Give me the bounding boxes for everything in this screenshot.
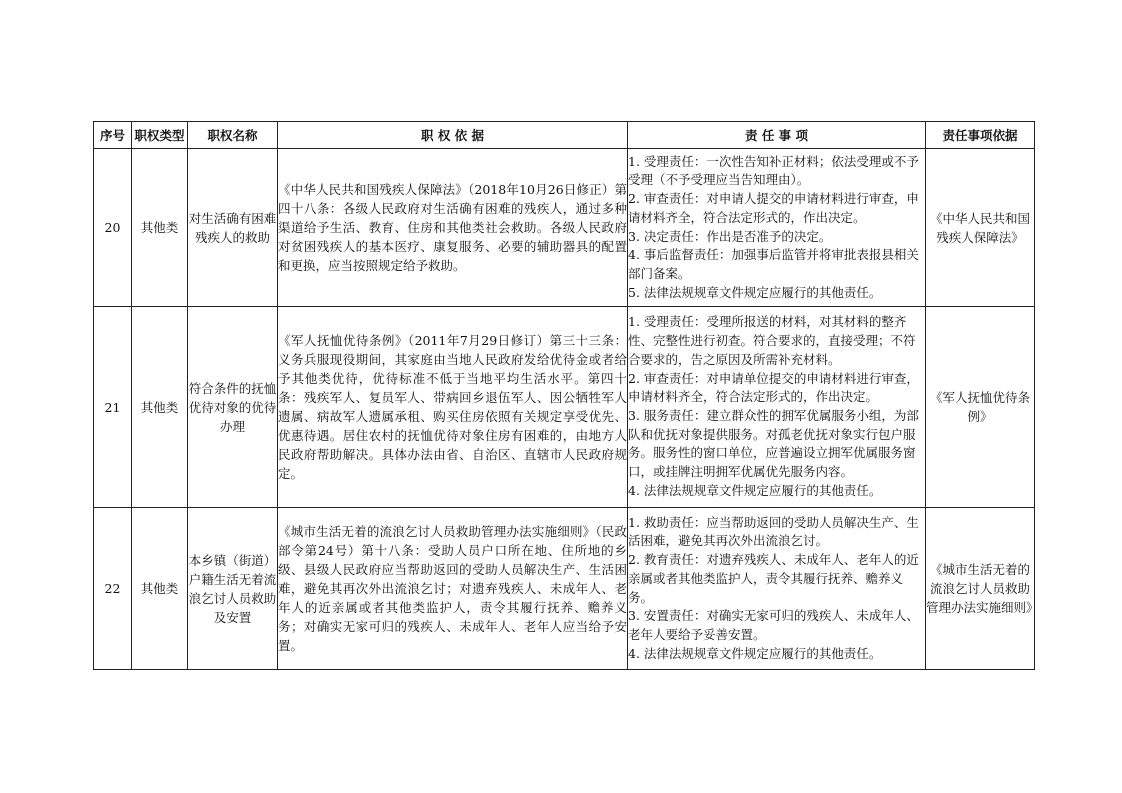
table-row <box>94 149 1035 307</box>
header-row <box>94 122 1035 149</box>
row-index: 22 <box>94 508 132 670</box>
table-row <box>94 307 1035 508</box>
item-line: 1. 受理责任：受理所报送的材料，对其材料的整齐性、完整性进行初查。符合要求的，直接受理；不符合要求的，告之原因及所需补充材料。 <box>628 314 916 367</box>
row-items <box>628 508 926 670</box>
row-name: 本乡镇（街道）户籍生活无着流浪乞讨人员救助及安置 <box>188 508 278 670</box>
row-index: 20 <box>94 149 132 307</box>
header-type: 职权类型 <box>132 122 188 149</box>
table-row <box>94 508 1035 670</box>
item-line: 2. 审查责任：对申请人提交的申请材料进行审查，申请材料齐全，符合法定形式的，作出决定。 <box>628 191 919 225</box>
header-dependency: 责任事项依据 <box>926 122 1035 149</box>
header-name: 职权名称 <box>188 122 278 149</box>
row-type: 其他类 <box>132 307 188 508</box>
item-line: 3. 服务责任：建立群众性的拥军优属服务小组，为部队和优抚对象提供服务。对孤老优抚对象实行包户服务。服务性的窗口单位，应普遍设立拥军优属服务窗口，或挂牌注明拥军优属优先服务内容。 <box>628 408 919 480</box>
item-line: 5. 法律法规规章文件规定应履行的其他责任。 <box>628 284 882 300</box>
row-basis: 《中华人民共和国残疾人保障法》（2018年10月26日修正）第四十八条：各级人民政府对生活确有困难的残疾人，通过多种渠道给予生活、教育、住房和其他类社会救助。各级人民政府对贫困残疾人的基本医疗、康复服务、必要的辅助器具的配置和更换，应当按照规定给予救助。 <box>278 149 628 307</box>
authority-table <box>93 121 1039 670</box>
row-name: 对生活确有困难残疾人的救助 <box>188 149 278 307</box>
row-index: 21 <box>94 307 132 508</box>
header-basis: 职 权 依 据 <box>278 122 628 149</box>
row-dependency: 《城市生活无着的流浪乞讨人员救助管理办法实施细则》 <box>926 508 1035 670</box>
row-dependency: 《中华人民共和国残疾人保障法》 <box>926 149 1035 307</box>
header-items: 责 任 事 项 <box>628 122 926 149</box>
row-dependency: 《军人抚恤优待条例》 <box>926 307 1035 508</box>
item-line: 2. 审查责任：对申请单位提交的申请材料进行审查，申请材料齐全，符合法定形式的，作出决定。 <box>628 370 919 405</box>
item-line: 2. 教育责任：对遗弃残疾人、未成年人、老年人的近亲属或者其他类监护人，责令其履行抚养、赡养义务。 <box>628 552 919 605</box>
row-type: 其他类 <box>132 508 188 670</box>
header-index: 序号 <box>94 122 132 149</box>
item-line: 3. 决定责任：作出是否准予的决定。 <box>628 228 832 244</box>
row-type: 其他类 <box>132 149 188 307</box>
item-line: 3. 安置责任：对确实无家可归的残疾人、未成年人、老年人要给予妥善安置。 <box>628 608 919 642</box>
row-items <box>628 149 926 307</box>
row-name: 符合条件的抚恤优待对象的优待办理 <box>188 307 278 508</box>
row-basis: 《军人抚恤优待条例》（2011年7月29日修订）第三十三条：义务兵服现役期间，其家庭由当地人民政府发给优待金或者给予其他类优待，优待标准不低于当地平均生活水平。第四十条：残疾军人、复员军人、带病回乡退伍军人、因公牺牲军人遗属、病故军人遗属承租、购买住房依照有关规定享受优先、优惠待遇。居住农村的抚恤优待对象住房有困难的，由地方人民政府帮助解决。具体办法由省、自治区、直辖市人民政府规定。 <box>278 307 628 508</box>
row-items <box>628 307 926 508</box>
item-line: 1. 受理责任：一次性告知补正材料；依法受理或不予受理（不予受理应当告知理由）。 <box>628 153 919 188</box>
row-basis: 《城市生活无着的流浪乞讨人员救助管理办法实施细则》（民政部令第24号）第十八条：受助人员户口所在地、住所地的乡级、县级人民政府应当帮助返回的受助人员解决生产、生活困难，避免其再次外出流浪乞讨；对遗弃残疾人、未成年人、老年人的近亲属或者其他类监护人，责令其履行抚养、赡养义务；对确实无家可归的残疾人、未成年人、老年人应当给予安置。 <box>278 508 628 670</box>
item-line: 4. 法律法规规章文件规定应履行的其他责任。 <box>628 482 882 498</box>
item-line: 4. 法律法规规章文件规定应履行的其他责任。 <box>628 645 882 661</box>
item-line: 1. 救助责任：应当帮助返回的受助人员解决生产、生活困难，避免其再次外出流浪乞讨。 <box>628 514 919 549</box>
item-line: 4. 事后监督责任：加强事后监管并将审批表报县相关部门备案。 <box>628 247 919 281</box>
